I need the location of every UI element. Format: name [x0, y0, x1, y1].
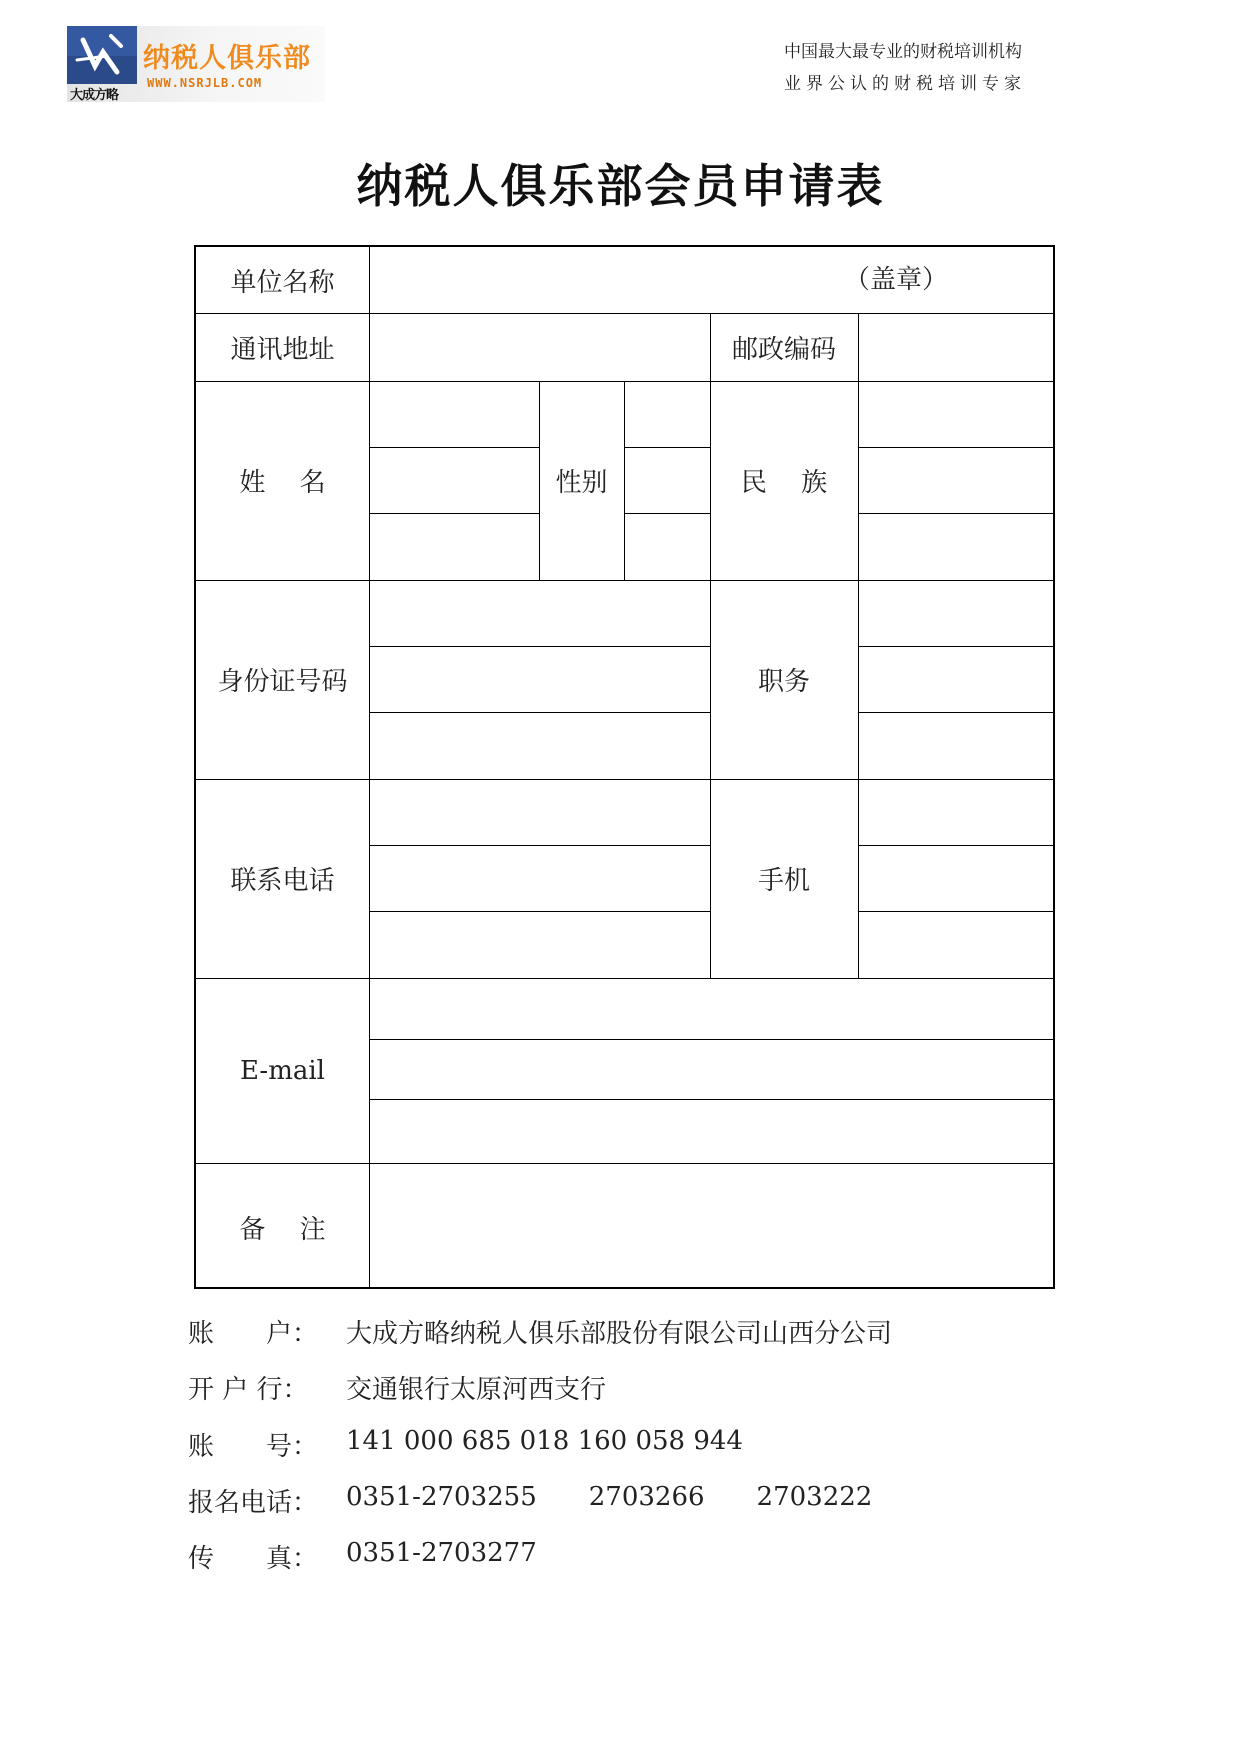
address-label: 通讯地址 — [230, 334, 335, 365]
sub-divider — [369, 1099, 1055, 1100]
bank-label: 开 户 行： — [188, 1375, 309, 1405]
bank-value: 交通银行太原河西支行 — [346, 1375, 607, 1405]
sub-divider — [858, 447, 1055, 448]
registration-phone-label: 报名电话： — [188, 1488, 319, 1518]
registration-phone-3: 2703222 — [756, 1482, 873, 1512]
phone-label: 联系电话 — [230, 866, 335, 896]
sub-divider — [369, 712, 710, 713]
account-name-label: 账 户： — [188, 1319, 319, 1349]
slogan-line-1: 中国最大最专业的财税培训机构 — [784, 42, 1022, 62]
position-label: 职务 — [757, 667, 810, 697]
sub-divider — [858, 646, 1055, 647]
postcode-label: 邮政编码 — [731, 334, 836, 365]
remarks-label: 备 注 — [239, 1214, 326, 1245]
fax-value: 0351-2703277 — [346, 1538, 537, 1568]
account-number-value: 141 000 685 018 160 058 944 — [346, 1426, 743, 1456]
sub-divider — [369, 447, 539, 448]
sub-divider — [369, 513, 539, 514]
sub-divider — [369, 911, 710, 912]
sub-divider — [858, 513, 1055, 514]
gender-label: 性别 — [555, 468, 608, 498]
ethnicity-label: 民 族 — [740, 468, 828, 498]
sub-divider — [858, 712, 1055, 713]
logo-text: 纳税人俱乐部 — [143, 43, 311, 74]
mobile-label: 手机 — [757, 866, 810, 896]
logo-brand: 大成方略 — [70, 88, 119, 103]
logo — [67, 26, 325, 102]
sub-divider — [858, 845, 1055, 846]
slogan-line-2: 业界公认的财税培训专家 — [784, 74, 1026, 94]
id-number-label: 身份证号码 — [217, 667, 348, 697]
page-title: 纳税人俱乐部会员申请表 — [356, 159, 885, 213]
registration-phone-1: 0351-2703255 — [346, 1482, 537, 1512]
col-divider — [369, 247, 370, 1287]
col-divider — [624, 381, 625, 580]
seal-note: （盖章） — [844, 265, 949, 295]
account-name-value: 大成方略纳税人俱乐部股份有限公司山西分公司 — [346, 1319, 893, 1349]
registration-phone-2: 2703266 — [588, 1482, 705, 1512]
unit-name-label: 单位名称 — [230, 267, 335, 298]
account-number-label: 账 号： — [188, 1432, 319, 1462]
sub-divider — [369, 845, 710, 846]
sub-divider — [369, 646, 710, 647]
sub-divider — [369, 1039, 1055, 1040]
logo-url: WWW.NSRJLB.COM — [147, 76, 263, 90]
fax-label: 传 真： — [188, 1544, 319, 1574]
name-label: 姓 名 — [239, 468, 326, 498]
sub-divider — [858, 911, 1055, 912]
sub-divider — [624, 513, 710, 514]
sub-divider — [624, 447, 710, 448]
application-form — [194, 245, 1055, 1289]
email-label: E-mail — [239, 1055, 326, 1086]
